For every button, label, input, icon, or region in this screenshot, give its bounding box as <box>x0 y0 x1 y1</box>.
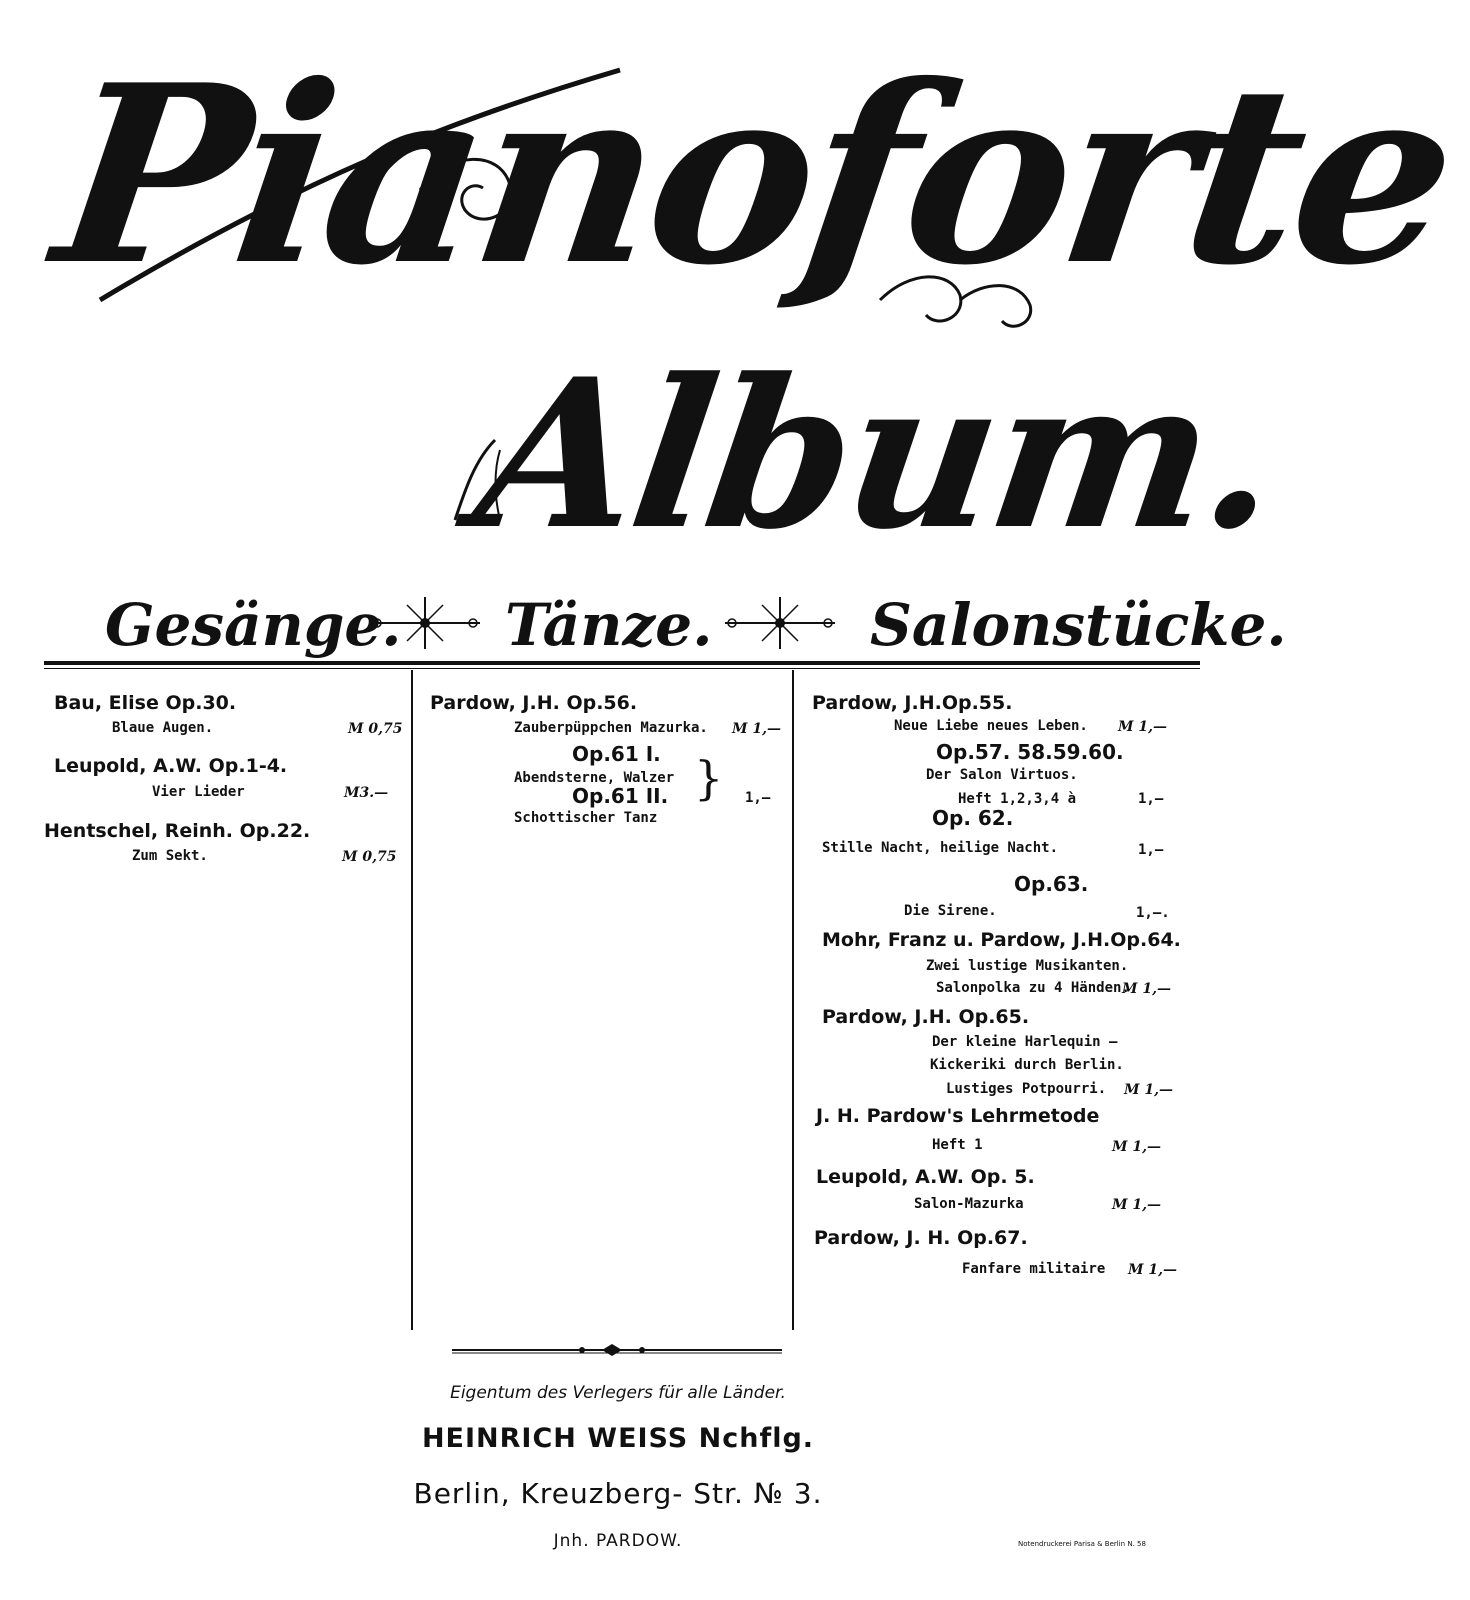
composer-heading: Hentschel, Reinh. Op.22. <box>44 820 311 842</box>
genre-dances: Tänze. <box>505 591 713 659</box>
price-label: M 0,75 <box>348 721 403 737</box>
composer-heading: Leupold, A.W. Op.1-4. <box>54 755 288 777</box>
genre-songs: Gesänge. <box>105 591 402 659</box>
opus-number: Op.61 II. <box>572 784 669 808</box>
piece-detail: Heft 1 <box>932 1137 983 1153</box>
price-label: 1,—. <box>1136 905 1170 921</box>
composer-heading: Pardow, J.H. Op.65. <box>822 1006 1030 1028</box>
composer-heading: Pardow, J. H. Op.67. <box>814 1227 1028 1249</box>
star-ornament-icon <box>720 593 840 653</box>
composer-heading: Pardow, J.H.Op.55. <box>812 692 1013 714</box>
piece-title: Salon-Mazurka <box>914 1196 1024 1212</box>
piece-title: Fanfare militaire <box>962 1261 1106 1277</box>
album-title-line1: Pianoforte <box>41 31 1467 319</box>
price-label: 1,— <box>1138 791 1164 807</box>
price-label: M 1,— <box>1112 1139 1161 1155</box>
piece-title: Abendsterne, Walzer <box>514 770 675 786</box>
genre-salon-pieces: Salonstücke. <box>870 591 1287 659</box>
piece-title: Schottischer Tanz <box>514 810 658 826</box>
price-label: 1,— <box>745 790 771 806</box>
piece-title: Lustiges Potpourri. <box>946 1081 1107 1097</box>
piece-title: Der kleine Harlequin — <box>932 1034 1118 1050</box>
composer-heading: Bau, Elise Op.30. <box>54 692 237 714</box>
opus-number: Op.61 I. <box>572 742 661 766</box>
piece-title: Neue Liebe neues Leben. <box>894 718 1088 734</box>
publisher-owner: Jnh. PARDOW. <box>553 1531 683 1551</box>
piece-title: Zauberpüppchen Mazurka. <box>514 720 708 736</box>
star-ornament-icon <box>365 593 485 653</box>
rights-notice: Eigentum des Verlegers für alle Länder. <box>450 1383 786 1403</box>
brace-symbol: } <box>694 751 724 805</box>
price-label: 1,— <box>1138 842 1164 858</box>
price-label: M 1,— <box>1112 1197 1161 1213</box>
price-label: M 1,— <box>1122 981 1171 997</box>
piece-detail: Salonpolka zu 4 Händen. <box>936 980 1130 996</box>
price-label: M 1,— <box>1128 1262 1177 1278</box>
composer-heading: Mohr, Franz u. Pardow, J.H.Op.64. <box>822 929 1181 951</box>
opus-number: Op. 62. <box>932 806 1014 830</box>
price-label: M 1,— <box>1118 719 1167 735</box>
composer-heading: J. H. Pardow's Lehrmetode <box>816 1105 1100 1127</box>
piece-title: Der Salon Virtuos. <box>926 767 1078 783</box>
printer-imprint: Notendruckerei Parisa & Berlin N. 58 <box>1018 1540 1146 1548</box>
composer-heading: Pardow, J.H. Op.56. <box>430 692 638 714</box>
piece-detail: Heft 1,2,3,4 à <box>958 791 1077 807</box>
footer-divider-ornament <box>452 1340 782 1360</box>
publisher-name: HEINRICH WEISS Nchflg. <box>421 1423 815 1454</box>
opus-number: Op.57. 58.59.60. <box>936 740 1124 764</box>
title-block <box>0 0 1467 580</box>
opus-number: Op.63. <box>1014 872 1089 896</box>
price-label: M 1,— <box>1124 1082 1173 1098</box>
piece-title: Zum Sekt. <box>132 848 208 864</box>
header-divider <box>44 661 1200 665</box>
piece-title: Stille Nacht, heilige Nacht. <box>822 840 1059 856</box>
price-label: M 1,— <box>732 721 781 737</box>
piece-title: Zwei lustige Musikanten. <box>926 958 1129 974</box>
album-title-line2: Album. <box>463 335 1292 575</box>
publisher-address: Berlin, Kreuzberg- Str. № 3. <box>413 1477 823 1510</box>
genre-line <box>80 585 1287 665</box>
piece-title: Die Sirene. <box>904 903 997 919</box>
price-label: M 0,75 <box>342 849 397 865</box>
composer-heading: Leupold, A.W. Op. 5. <box>816 1166 1035 1188</box>
price-label: M3.— <box>344 785 389 801</box>
column-divider <box>792 670 794 1330</box>
column-divider <box>411 670 413 1330</box>
header-divider-thin <box>44 668 1200 669</box>
piece-title: Kickeriki durch Berlin. <box>930 1057 1124 1073</box>
piece-title: Vier Lieder <box>152 784 245 800</box>
piece-title: Blaue Augen. <box>112 720 214 736</box>
